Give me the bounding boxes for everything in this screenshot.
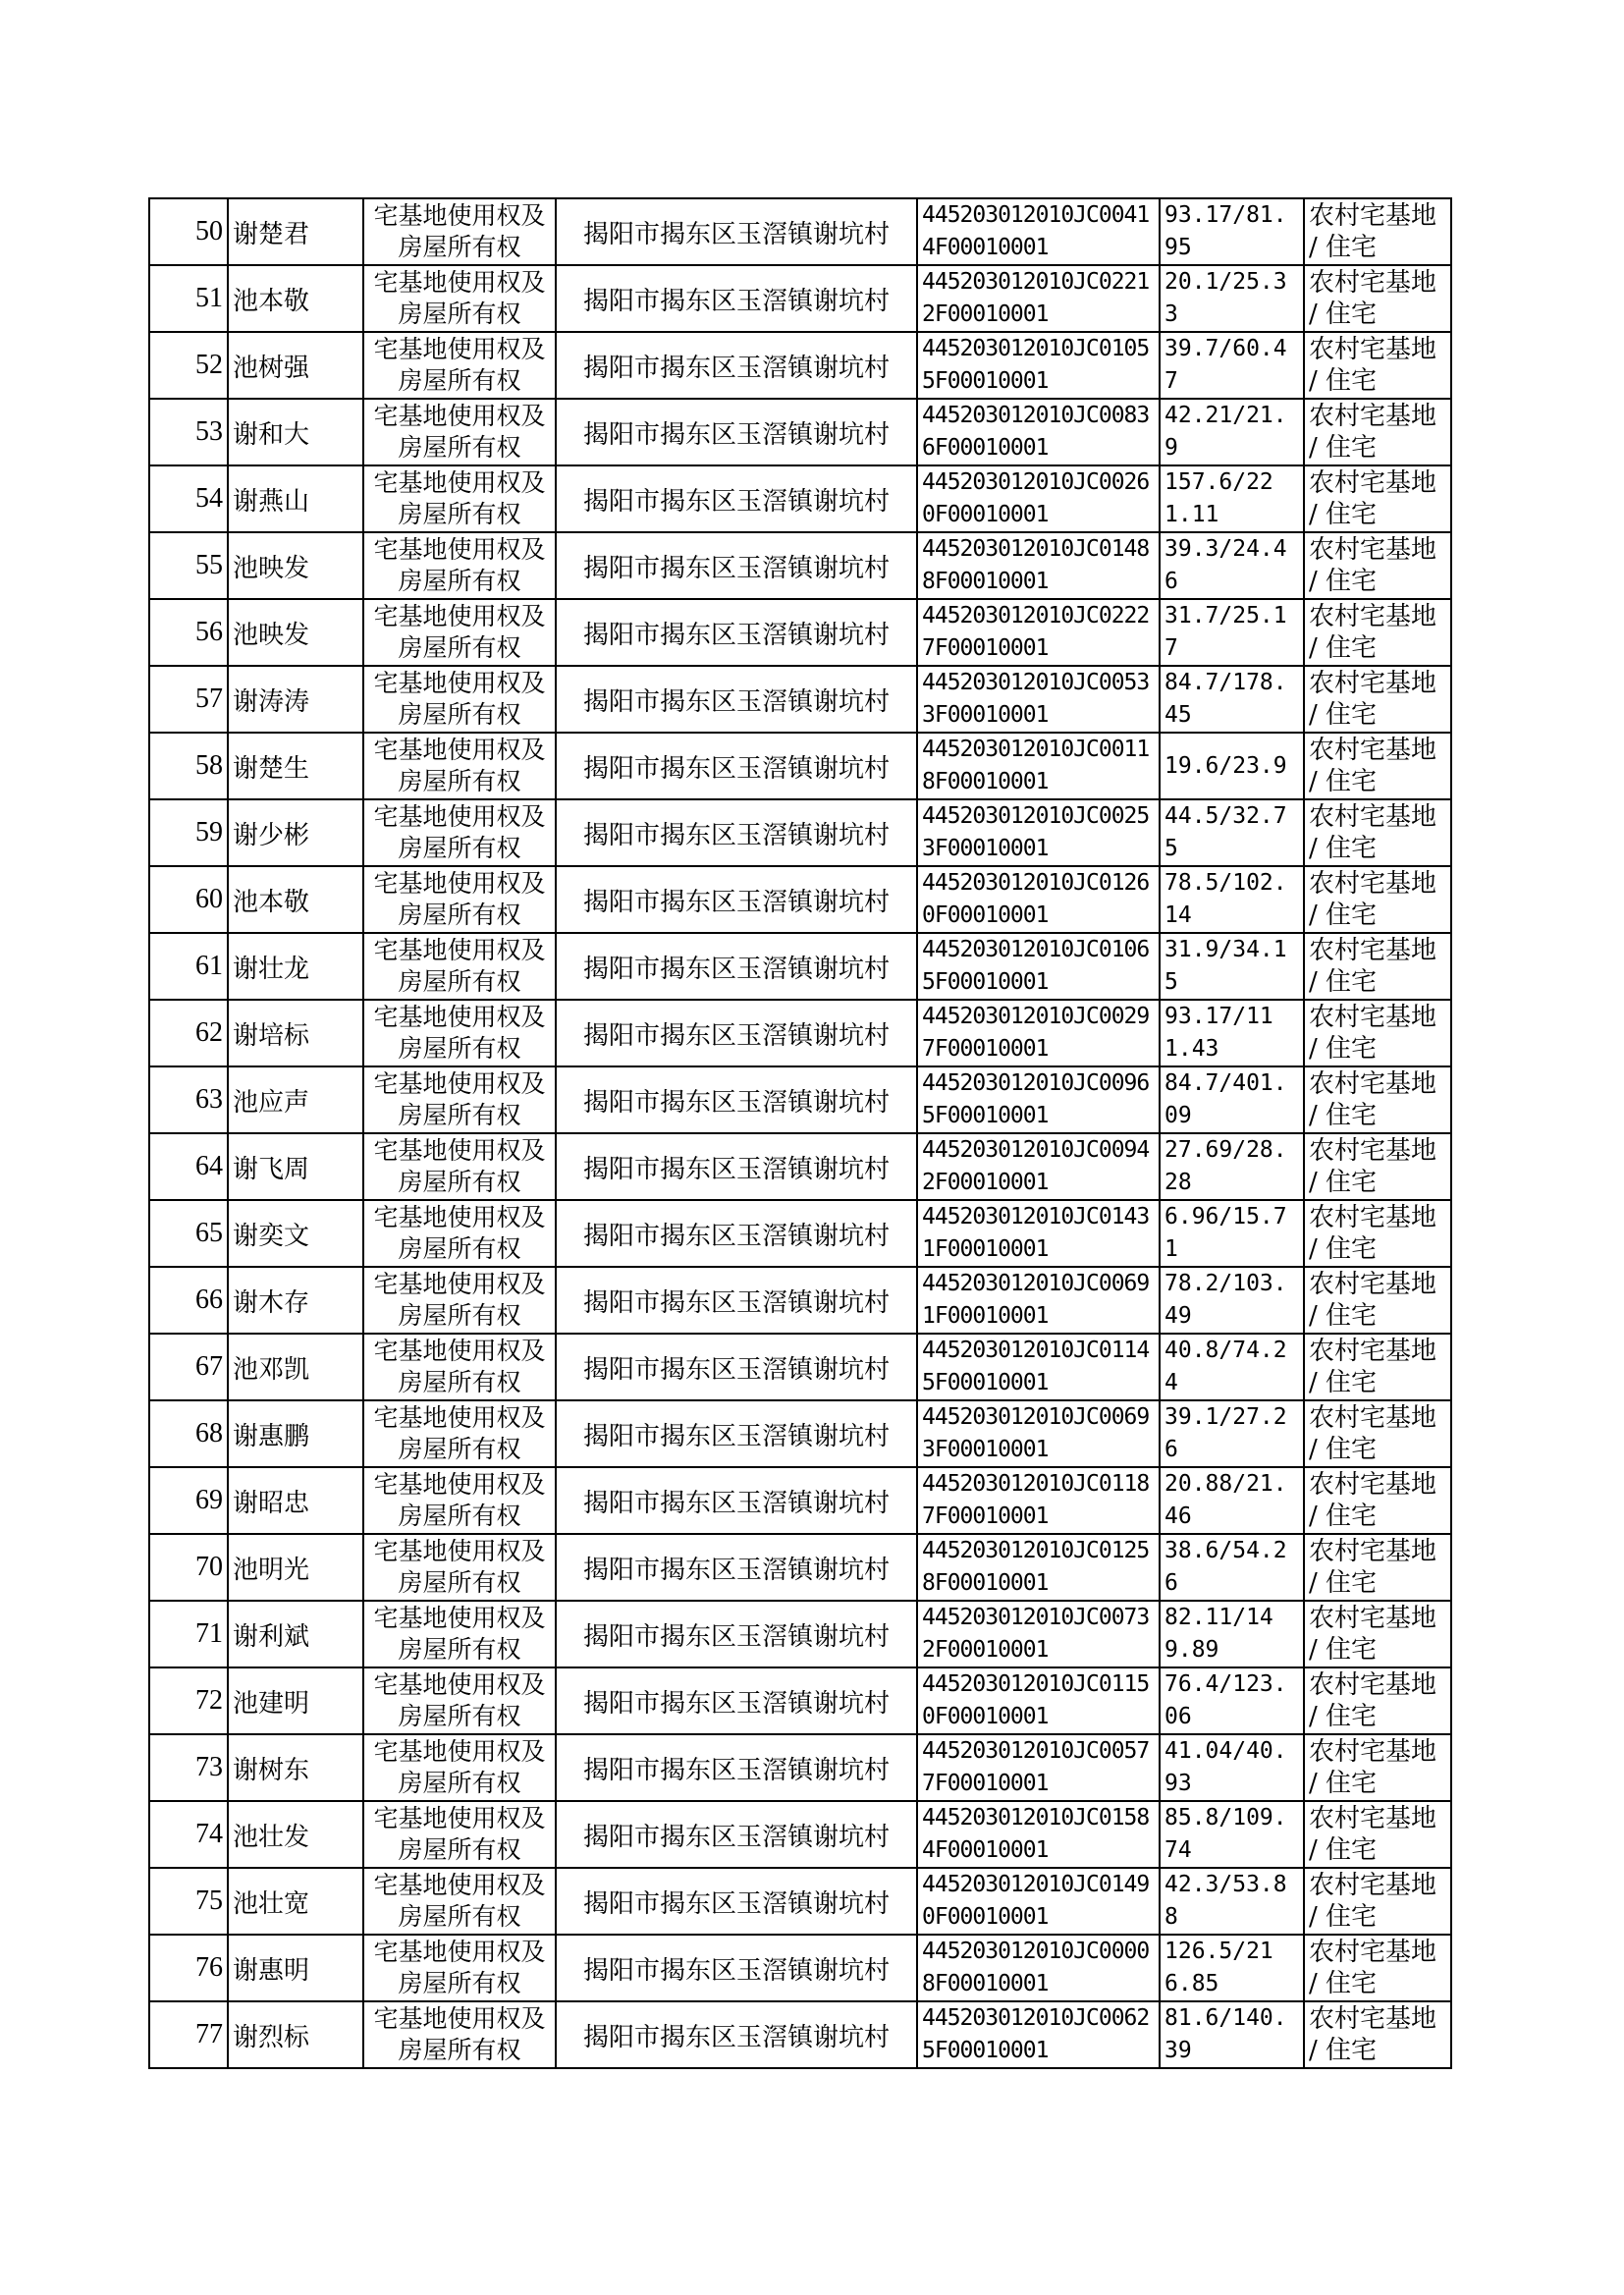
unit-code-cell: 445203012010JC01490F00010001 xyxy=(917,1868,1160,1935)
table-row xyxy=(149,1000,1451,1066)
table-row xyxy=(149,666,1451,733)
owner-name-cell: 谢楚君 xyxy=(228,198,363,265)
row-number-cell: 55 xyxy=(149,532,228,599)
location-cell: 揭阳市揭东区玉滘镇谢坑村 xyxy=(556,666,917,733)
owner-name-cell: 谢飞周 xyxy=(228,1133,363,1200)
location-cell: 揭阳市揭东区玉滘镇谢坑村 xyxy=(556,933,917,1000)
unit-code-cell: 445203012010JC00008F00010001 xyxy=(917,1935,1160,2001)
unit-code-cell: 445203012010JC00533F00010001 xyxy=(917,666,1160,733)
right-type-cell: 宅基地使用权及房屋所有权 xyxy=(363,1734,556,1801)
usage-cell: 农村宅基地 / 住宅 xyxy=(1304,532,1451,599)
location-cell: 揭阳市揭东区玉滘镇谢坑村 xyxy=(556,1868,917,1935)
area-cell: 39.7/60.47 xyxy=(1160,332,1304,399)
unit-code-cell: 445203012010JC01488F00010001 xyxy=(917,532,1160,599)
area-cell: 44.5/32.75 xyxy=(1160,799,1304,866)
owner-name-cell: 谢利斌 xyxy=(228,1601,363,1667)
table-row xyxy=(149,1868,1451,1935)
table-row xyxy=(149,1601,1451,1667)
row-number-cell: 56 xyxy=(149,599,228,666)
row-number-cell: 62 xyxy=(149,1000,228,1066)
unit-code-cell: 445203012010JC01150F00010001 xyxy=(917,1667,1160,1734)
unit-code-cell: 445203012010JC00965F00010001 xyxy=(917,1066,1160,1133)
area-cell: 78.5/102.14 xyxy=(1160,866,1304,933)
unit-code-cell: 445203012010JC02227F00010001 xyxy=(917,599,1160,666)
row-number-cell: 64 xyxy=(149,1133,228,1200)
table-row xyxy=(149,265,1451,332)
owner-name-cell: 谢昭忠 xyxy=(228,1467,363,1534)
owner-name-cell: 谢惠鹏 xyxy=(228,1400,363,1467)
area-cell: 38.6/54.26 xyxy=(1160,1534,1304,1601)
usage-cell: 农村宅基地 / 住宅 xyxy=(1304,1133,1451,1200)
table-row xyxy=(149,1066,1451,1133)
owner-name-cell: 池本敬 xyxy=(228,265,363,332)
row-number-cell: 75 xyxy=(149,1868,228,1935)
unit-code-cell: 445203012010JC02212F00010001 xyxy=(917,265,1160,332)
location-cell: 揭阳市揭东区玉滘镇谢坑村 xyxy=(556,1935,917,2001)
unit-code-cell: 445203012010JC00260F00010001 xyxy=(917,465,1160,532)
right-type-cell: 宅基地使用权及房屋所有权 xyxy=(363,1267,556,1334)
owner-name-cell: 谢烈标 xyxy=(228,2001,363,2068)
usage-cell: 农村宅基地 / 住宅 xyxy=(1304,1000,1451,1066)
unit-code-cell: 445203012010JC01260F00010001 xyxy=(917,866,1160,933)
usage-cell: 农村宅基地 / 住宅 xyxy=(1304,1334,1451,1400)
table-row xyxy=(149,332,1451,399)
usage-cell: 农村宅基地 / 住宅 xyxy=(1304,866,1451,933)
owner-name-cell: 池映发 xyxy=(228,599,363,666)
right-type-cell: 宅基地使用权及房屋所有权 xyxy=(363,1334,556,1400)
row-number-cell: 50 xyxy=(149,198,228,265)
right-type-cell: 宅基地使用权及房屋所有权 xyxy=(363,666,556,733)
right-type-cell: 宅基地使用权及房屋所有权 xyxy=(363,599,556,666)
usage-cell: 农村宅基地 / 住宅 xyxy=(1304,1935,1451,2001)
table-row xyxy=(149,599,1451,666)
area-cell: 42.3/53.88 xyxy=(1160,1868,1304,1935)
right-type-cell: 宅基地使用权及房屋所有权 xyxy=(363,1935,556,2001)
owner-name-cell: 池壮宽 xyxy=(228,1868,363,1935)
location-cell: 揭阳市揭东区玉滘镇谢坑村 xyxy=(556,399,917,465)
location-cell: 揭阳市揭东区玉滘镇谢坑村 xyxy=(556,198,917,265)
area-cell: 20.88/21.46 xyxy=(1160,1467,1304,1534)
owner-name-cell: 谢木存 xyxy=(228,1267,363,1334)
unit-code-cell: 445203012010JC00691F00010001 xyxy=(917,1267,1160,1334)
area-cell: 93.17/81.95 xyxy=(1160,198,1304,265)
area-cell: 76.4/123.06 xyxy=(1160,1667,1304,1734)
usage-cell: 农村宅基地 / 住宅 xyxy=(1304,198,1451,265)
usage-cell: 农村宅基地 / 住宅 xyxy=(1304,2001,1451,2068)
location-cell: 揭阳市揭东区玉滘镇谢坑村 xyxy=(556,532,917,599)
usage-cell: 农村宅基地 / 住宅 xyxy=(1304,1801,1451,1868)
table-row xyxy=(149,1667,1451,1734)
usage-cell: 农村宅基地 / 住宅 xyxy=(1304,1667,1451,1734)
area-cell: 39.1/27.26 xyxy=(1160,1400,1304,1467)
right-type-cell: 宅基地使用权及房屋所有权 xyxy=(363,399,556,465)
unit-code-cell: 445203012010JC00577F00010001 xyxy=(917,1734,1160,1801)
unit-code-cell: 445203012010JC00625F00010001 xyxy=(917,2001,1160,2068)
location-cell: 揭阳市揭东区玉滘镇谢坑村 xyxy=(556,465,917,532)
right-type-cell: 宅基地使用权及房屋所有权 xyxy=(363,2001,556,2068)
right-type-cell: 宅基地使用权及房屋所有权 xyxy=(363,1066,556,1133)
row-number-cell: 51 xyxy=(149,265,228,332)
unit-code-cell: 445203012010JC01258F00010001 xyxy=(917,1534,1160,1601)
owner-name-cell: 池明光 xyxy=(228,1534,363,1601)
area-cell: 41.04/40.93 xyxy=(1160,1734,1304,1801)
area-cell: 6.96/15.71 xyxy=(1160,1200,1304,1267)
table-row xyxy=(149,1133,1451,1200)
table-row xyxy=(149,1467,1451,1534)
usage-cell: 农村宅基地 / 住宅 xyxy=(1304,1601,1451,1667)
right-type-cell: 宅基地使用权及房屋所有权 xyxy=(363,1801,556,1868)
location-cell: 揭阳市揭东区玉滘镇谢坑村 xyxy=(556,799,917,866)
area-cell: 19.6/23.9 xyxy=(1160,733,1304,799)
right-type-cell: 宅基地使用权及房屋所有权 xyxy=(363,1467,556,1534)
row-number-cell: 52 xyxy=(149,332,228,399)
area-cell: 40.8/74.24 xyxy=(1160,1334,1304,1400)
location-cell: 揭阳市揭东区玉滘镇谢坑村 xyxy=(556,1467,917,1534)
table-row xyxy=(149,1935,1451,2001)
location-cell: 揭阳市揭东区玉滘镇谢坑村 xyxy=(556,1601,917,1667)
unit-code-cell: 445203012010JC01145F00010001 xyxy=(917,1334,1160,1400)
area-cell: 82.11/149.89 xyxy=(1160,1601,1304,1667)
owner-name-cell: 池映发 xyxy=(228,532,363,599)
unit-code-cell: 445203012010JC01431F00010001 xyxy=(917,1200,1160,1267)
area-cell: 42.21/21.9 xyxy=(1160,399,1304,465)
usage-cell: 农村宅基地 / 住宅 xyxy=(1304,1868,1451,1935)
usage-cell: 农村宅基地 / 住宅 xyxy=(1304,599,1451,666)
area-cell: 27.69/28.28 xyxy=(1160,1133,1304,1200)
unit-code-cell: 445203012010JC00942F00010001 xyxy=(917,1133,1160,1200)
right-type-cell: 宅基地使用权及房屋所有权 xyxy=(363,532,556,599)
location-cell: 揭阳市揭东区玉滘镇谢坑村 xyxy=(556,1267,917,1334)
unit-code-cell: 445203012010JC01187F00010001 xyxy=(917,1467,1160,1534)
usage-cell: 农村宅基地 / 住宅 xyxy=(1304,332,1451,399)
usage-cell: 农村宅基地 / 住宅 xyxy=(1304,399,1451,465)
area-cell: 84.7/401.09 xyxy=(1160,1066,1304,1133)
location-cell: 揭阳市揭东区玉滘镇谢坑村 xyxy=(556,1801,917,1868)
usage-cell: 农村宅基地 / 住宅 xyxy=(1304,1200,1451,1267)
table-row xyxy=(149,198,1451,265)
row-number-cell: 60 xyxy=(149,866,228,933)
table-row xyxy=(149,1334,1451,1400)
table-row xyxy=(149,2001,1451,2068)
usage-cell: 农村宅基地 / 住宅 xyxy=(1304,1734,1451,1801)
table-body xyxy=(149,198,1451,2068)
owner-name-cell: 池建明 xyxy=(228,1667,363,1734)
row-number-cell: 76 xyxy=(149,1935,228,2001)
unit-code-cell: 445203012010JC00118F00010001 xyxy=(917,733,1160,799)
owner-name-cell: 池应声 xyxy=(228,1066,363,1133)
row-number-cell: 70 xyxy=(149,1534,228,1601)
usage-cell: 农村宅基地 / 住宅 xyxy=(1304,1400,1451,1467)
row-number-cell: 69 xyxy=(149,1467,228,1534)
row-number-cell: 67 xyxy=(149,1334,228,1400)
right-type-cell: 宅基地使用权及房屋所有权 xyxy=(363,799,556,866)
right-type-cell: 宅基地使用权及房屋所有权 xyxy=(363,933,556,1000)
location-cell: 揭阳市揭东区玉滘镇谢坑村 xyxy=(556,1133,917,1200)
owner-name-cell: 谢楚生 xyxy=(228,733,363,799)
location-cell: 揭阳市揭东区玉滘镇谢坑村 xyxy=(556,599,917,666)
row-number-cell: 53 xyxy=(149,399,228,465)
owner-name-cell: 谢培标 xyxy=(228,1000,363,1066)
area-cell: 85.8/109.74 xyxy=(1160,1801,1304,1868)
table-row xyxy=(149,465,1451,532)
area-cell: 31.9/34.15 xyxy=(1160,933,1304,1000)
row-number-cell: 59 xyxy=(149,799,228,866)
usage-cell: 农村宅基地 / 住宅 xyxy=(1304,465,1451,532)
table-row xyxy=(149,399,1451,465)
right-type-cell: 宅基地使用权及房屋所有权 xyxy=(363,1133,556,1200)
area-cell: 126.5/216.85 xyxy=(1160,1935,1304,2001)
owner-name-cell: 谢少彬 xyxy=(228,799,363,866)
owner-name-cell: 谢涛涛 xyxy=(228,666,363,733)
area-cell: 20.1/25.33 xyxy=(1160,265,1304,332)
owner-name-cell: 池本敬 xyxy=(228,866,363,933)
area-cell: 81.6/140.39 xyxy=(1160,2001,1304,2068)
row-number-cell: 68 xyxy=(149,1400,228,1467)
right-type-cell: 宅基地使用权及房屋所有权 xyxy=(363,866,556,933)
usage-cell: 农村宅基地 / 住宅 xyxy=(1304,1534,1451,1601)
right-type-cell: 宅基地使用权及房屋所有权 xyxy=(363,1200,556,1267)
owner-name-cell: 谢惠明 xyxy=(228,1935,363,2001)
owner-name-cell: 池邓凯 xyxy=(228,1334,363,1400)
area-cell: 31.7/25.17 xyxy=(1160,599,1304,666)
location-cell: 揭阳市揭东区玉滘镇谢坑村 xyxy=(556,1334,917,1400)
row-number-cell: 74 xyxy=(149,1801,228,1868)
unit-code-cell: 445203012010JC00297F00010001 xyxy=(917,1000,1160,1066)
location-cell: 揭阳市揭东区玉滘镇谢坑村 xyxy=(556,1400,917,1467)
row-number-cell: 71 xyxy=(149,1601,228,1667)
usage-cell: 农村宅基地 / 住宅 xyxy=(1304,1467,1451,1534)
row-number-cell: 63 xyxy=(149,1066,228,1133)
table-row xyxy=(149,1734,1451,1801)
row-number-cell: 54 xyxy=(149,465,228,532)
owner-name-cell: 池树强 xyxy=(228,332,363,399)
table-row xyxy=(149,799,1451,866)
row-number-cell: 66 xyxy=(149,1267,228,1334)
table-row xyxy=(149,1400,1451,1467)
usage-cell: 农村宅基地 / 住宅 xyxy=(1304,733,1451,799)
usage-cell: 农村宅基地 / 住宅 xyxy=(1304,666,1451,733)
unit-code-cell: 445203012010JC00732F00010001 xyxy=(917,1601,1160,1667)
location-cell: 揭阳市揭东区玉滘镇谢坑村 xyxy=(556,1200,917,1267)
usage-cell: 农村宅基地 / 住宅 xyxy=(1304,265,1451,332)
row-number-cell: 77 xyxy=(149,2001,228,2068)
unit-code-cell: 445203012010JC00693F00010001 xyxy=(917,1400,1160,1467)
location-cell: 揭阳市揭东区玉滘镇谢坑村 xyxy=(556,733,917,799)
right-type-cell: 宅基地使用权及房屋所有权 xyxy=(363,1400,556,1467)
registry-table xyxy=(148,197,1452,2069)
area-cell: 84.7/178.45 xyxy=(1160,666,1304,733)
row-number-cell: 72 xyxy=(149,1667,228,1734)
location-cell: 揭阳市揭东区玉滘镇谢坑村 xyxy=(556,1534,917,1601)
row-number-cell: 57 xyxy=(149,666,228,733)
table-row xyxy=(149,1267,1451,1334)
right-type-cell: 宅基地使用权及房屋所有权 xyxy=(363,198,556,265)
area-cell: 78.2/103.49 xyxy=(1160,1267,1304,1334)
usage-cell: 农村宅基地 / 住宅 xyxy=(1304,1066,1451,1133)
table-row xyxy=(149,733,1451,799)
right-type-cell: 宅基地使用权及房屋所有权 xyxy=(363,1868,556,1935)
table-row xyxy=(149,1534,1451,1601)
table-row xyxy=(149,866,1451,933)
area-cell: 157.6/221.11 xyxy=(1160,465,1304,532)
right-type-cell: 宅基地使用权及房屋所有权 xyxy=(363,1000,556,1066)
right-type-cell: 宅基地使用权及房屋所有权 xyxy=(363,733,556,799)
unit-code-cell: 445203012010JC01065F00010001 xyxy=(917,933,1160,1000)
area-cell: 93.17/111.43 xyxy=(1160,1000,1304,1066)
owner-name-cell: 谢壮龙 xyxy=(228,933,363,1000)
unit-code-cell: 445203012010JC00414F00010001 xyxy=(917,198,1160,265)
location-cell: 揭阳市揭东区玉滘镇谢坑村 xyxy=(556,332,917,399)
location-cell: 揭阳市揭东区玉滘镇谢坑村 xyxy=(556,1000,917,1066)
owner-name-cell: 池壮发 xyxy=(228,1801,363,1868)
location-cell: 揭阳市揭东区玉滘镇谢坑村 xyxy=(556,1066,917,1133)
usage-cell: 农村宅基地 / 住宅 xyxy=(1304,933,1451,1000)
area-cell: 39.3/24.46 xyxy=(1160,532,1304,599)
row-number-cell: 58 xyxy=(149,733,228,799)
unit-code-cell: 445203012010JC01055F00010001 xyxy=(917,332,1160,399)
unit-code-cell: 445203012010JC00253F00010001 xyxy=(917,799,1160,866)
right-type-cell: 宅基地使用权及房屋所有权 xyxy=(363,332,556,399)
usage-cell: 农村宅基地 / 住宅 xyxy=(1304,799,1451,866)
table-row xyxy=(149,933,1451,1000)
owner-name-cell: 谢奕文 xyxy=(228,1200,363,1267)
right-type-cell: 宅基地使用权及房屋所有权 xyxy=(363,1601,556,1667)
location-cell: 揭阳市揭东区玉滘镇谢坑村 xyxy=(556,265,917,332)
unit-code-cell: 445203012010JC01584F00010001 xyxy=(917,1801,1160,1868)
location-cell: 揭阳市揭东区玉滘镇谢坑村 xyxy=(556,1734,917,1801)
owner-name-cell: 谢和大 xyxy=(228,399,363,465)
location-cell: 揭阳市揭东区玉滘镇谢坑村 xyxy=(556,2001,917,2068)
row-number-cell: 61 xyxy=(149,933,228,1000)
location-cell: 揭阳市揭东区玉滘镇谢坑村 xyxy=(556,866,917,933)
table-row xyxy=(149,1200,1451,1267)
usage-cell: 农村宅基地 / 住宅 xyxy=(1304,1267,1451,1334)
row-number-cell: 73 xyxy=(149,1734,228,1801)
owner-name-cell: 谢燕山 xyxy=(228,465,363,532)
right-type-cell: 宅基地使用权及房屋所有权 xyxy=(363,1534,556,1601)
owner-name-cell: 谢树东 xyxy=(228,1734,363,1801)
right-type-cell: 宅基地使用权及房屋所有权 xyxy=(363,465,556,532)
table-row xyxy=(149,1801,1451,1868)
row-number-cell: 65 xyxy=(149,1200,228,1267)
location-cell: 揭阳市揭东区玉滘镇谢坑村 xyxy=(556,1667,917,1734)
table-row xyxy=(149,532,1451,599)
right-type-cell: 宅基地使用权及房屋所有权 xyxy=(363,265,556,332)
unit-code-cell: 445203012010JC00836F00010001 xyxy=(917,399,1160,465)
right-type-cell: 宅基地使用权及房屋所有权 xyxy=(363,1667,556,1734)
